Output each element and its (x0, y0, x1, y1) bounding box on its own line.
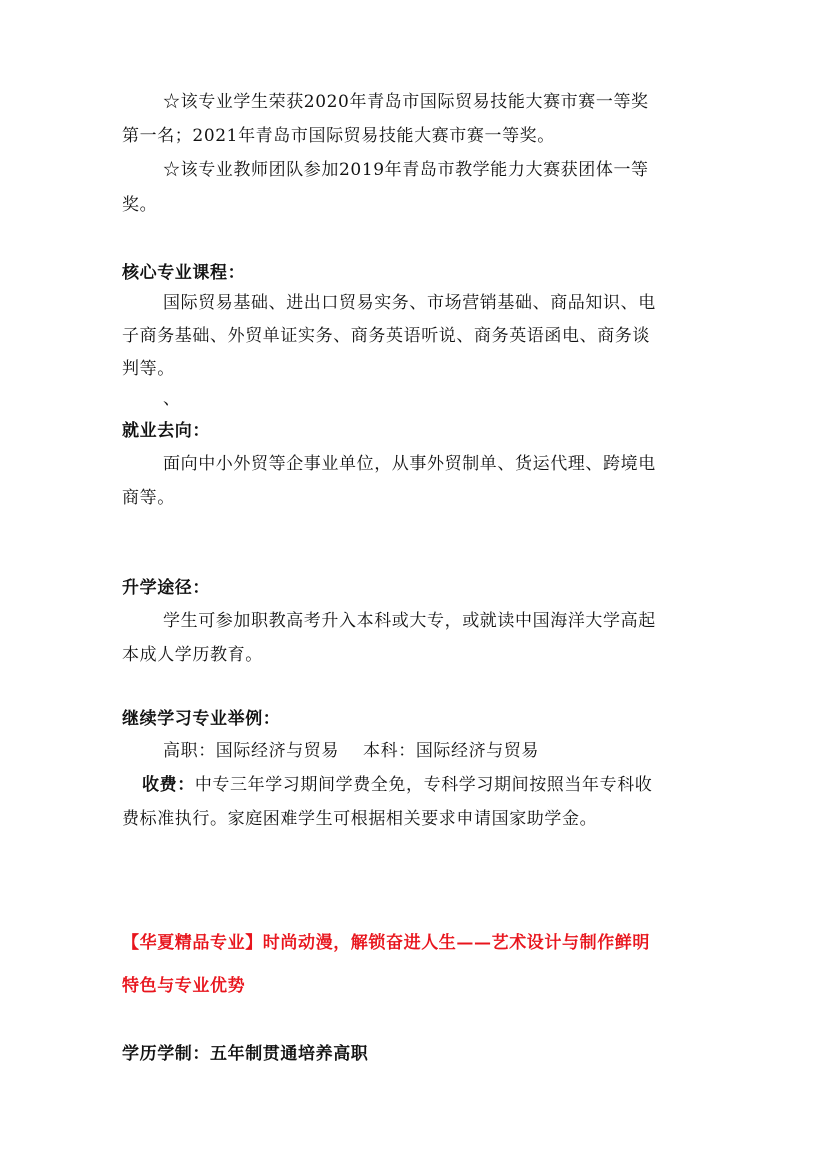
fees-line-1 (142, 774, 652, 796)
core-courses-heading: 核心专业课程： (122, 263, 246, 283)
fees-text: 中专三年学习期间学费全免，专科学习期间按照当年专科收 (194, 775, 653, 795)
next-major-title-line-2: 特色与专业优势 (122, 976, 246, 996)
further-study-line-1: 学生可参加职教高考升入本科或大专，或就读中国海洋大学高起 (163, 611, 656, 631)
core-courses-line-1: 国际贸易基础、进出口贸易实务、市场营销基础、商品知识、电 (163, 293, 656, 313)
core-courses-line-2: 子商务基础、外贸单证实务、商务英语听说、商务英语函电、商务谈 (122, 326, 650, 346)
education-system-label: 学历学制：五年制贯通培养高职 (122, 1044, 369, 1064)
employment-line-2: 商等。 (122, 488, 175, 508)
employment-line-1: 面向中小外贸等企事业单位，从事外贸制单、货运代理、跨境电 (163, 454, 656, 474)
fees-label: 收费： (142, 775, 195, 795)
next-major-title-line-1: 【华夏精品专业】时尚动漫，解锁奋进人生——艺术设计与制作鲜明 (122, 933, 650, 953)
core-courses-line-3: 判等。 (122, 359, 175, 379)
further-study-heading: 升学途径： (122, 578, 210, 598)
award-line-3: ☆该专业教师团队参加2019年青岛市教学能力大赛获团体一等 (163, 160, 649, 180)
fees-line-2: 费标准执行。家庭困难学生可根据相关要求申请国家助学金。 (122, 809, 598, 829)
continue-majors-line-1: 高职：国际经济与贸易 本科：国际经济与贸易 (163, 741, 540, 761)
further-study-line-2: 本成人学历教育。 (122, 645, 263, 665)
award-line-2: 第一名；2021年青岛市国际贸易技能大赛市赛一等奖。 (122, 126, 555, 146)
continue-majors-heading: 继续学习专业举例： (122, 709, 281, 729)
stray-punctuation: 、 (163, 389, 181, 409)
employment-heading: 就业去向： (122, 421, 210, 441)
award-line-4: 奖。 (122, 195, 158, 215)
award-line-1: ☆该专业学生荣获2020年青岛市国际贸易技能大赛市赛一等奖 (163, 92, 649, 112)
